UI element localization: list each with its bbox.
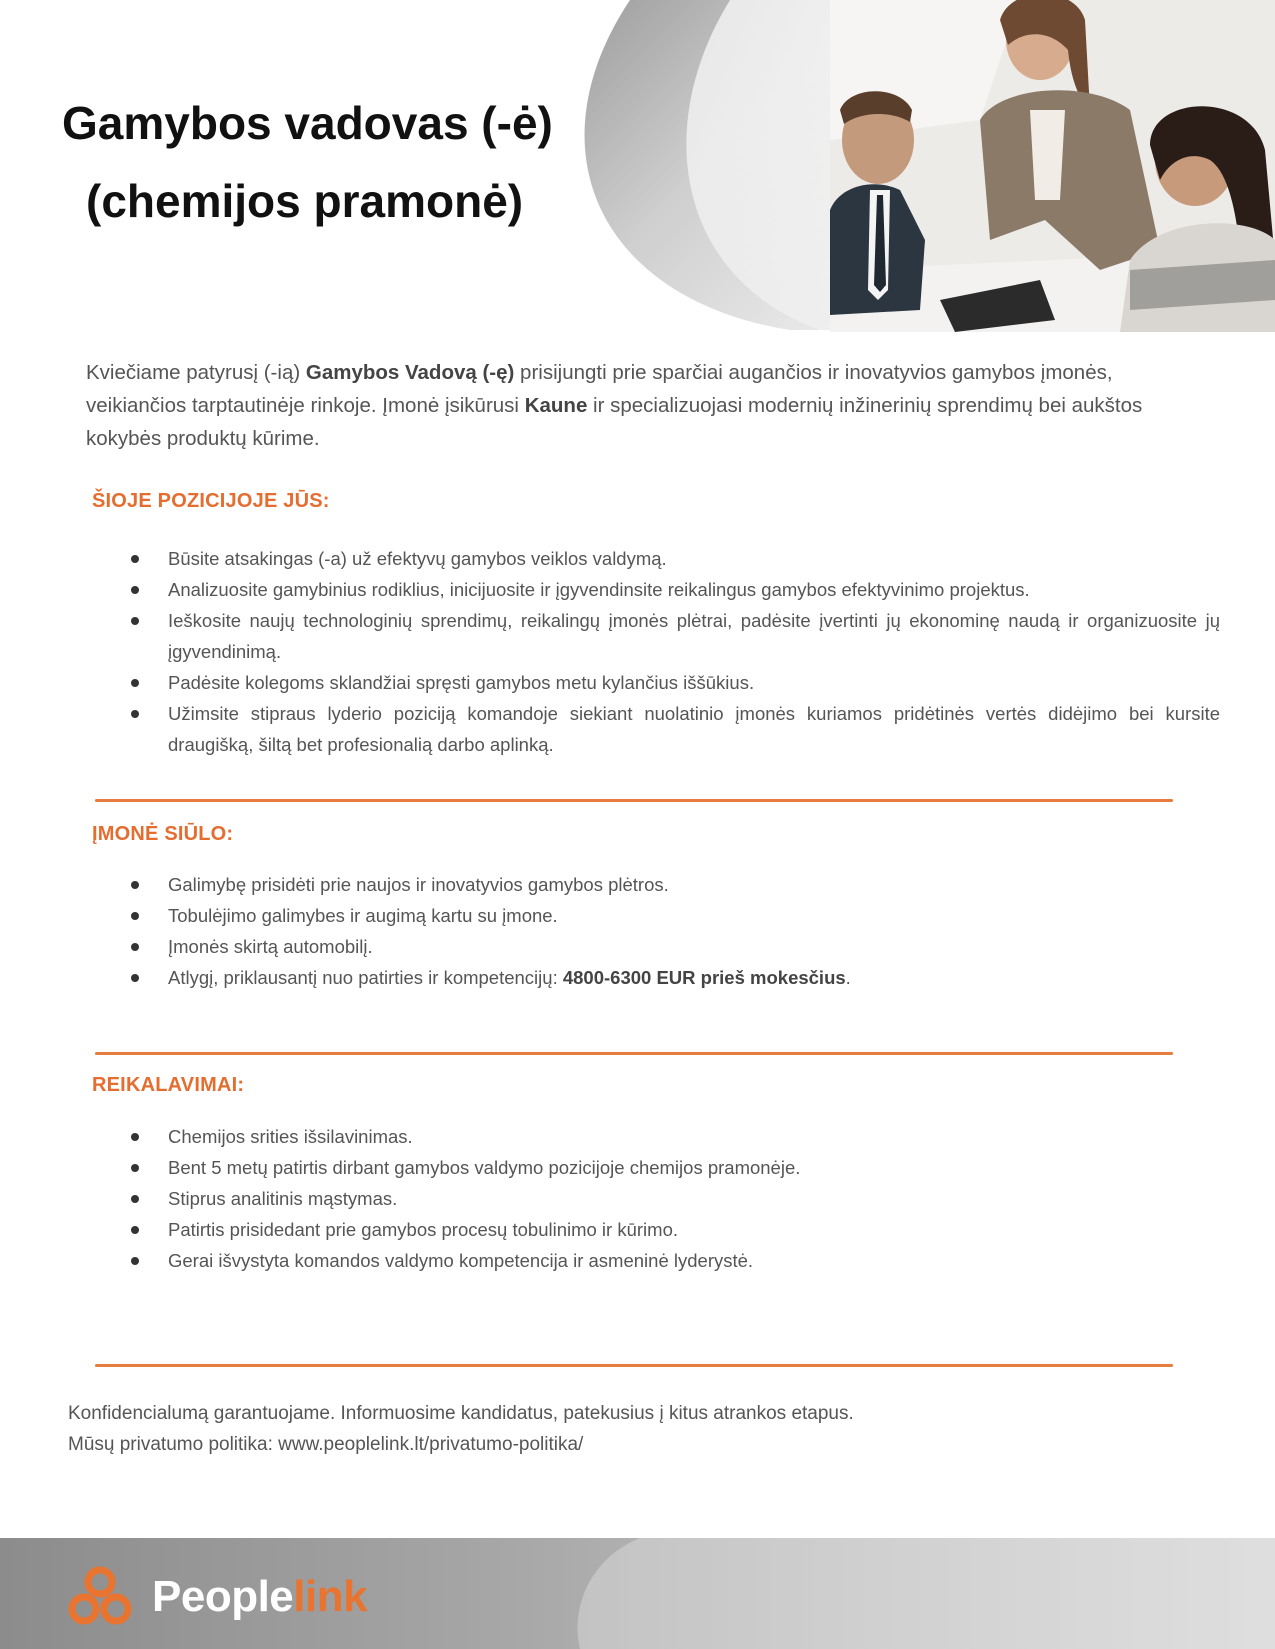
office-team-photo-illustration [830, 0, 1275, 332]
section-title-role: ŠIOJE POZICIJOJE JŪS: [92, 490, 330, 512]
page-title [62, 84, 582, 240]
list-item: Galimybę prisidėti prie naujos ir inovatyvios gamybos plėtros. [130, 869, 1220, 900]
requirements-list [130, 1121, 1220, 1276]
salary-suffix: . [845, 967, 851, 988]
salary-range: 4800-6300 EUR prieš mokesčius [562, 967, 846, 988]
footer-band-curve [560, 1538, 1275, 1649]
list-item: Užimsite stipraus lyderio poziciją komandoje siekiant nuolatinio įmonės kuriamos pridėtinės vertės didėjimo bei kursite draugišką, šiltą bet profesionalią darbo aplinką. [130, 698, 1220, 760]
peoplelink-knot-icon [66, 1565, 134, 1629]
privacy-policy-text: Mūsų privatumo politika: www.peoplelink.lt/privatumo-politika/ [68, 1434, 584, 1455]
title-line-1: Gamybos vadovas (-ė) [62, 97, 553, 149]
logo-text-link: link [293, 1572, 368, 1621]
list-item: Būsite atsakingas (-a) už efektyvų gamybos veiklos valdymą. [130, 543, 1220, 574]
intro-text-1: Kviečiame patyrusį (-ią) [86, 361, 306, 384]
confidentiality-text: Konfidencialumą garantuojame. Informuosime kandidatus, patekusius į kitus atrankos etapus. [68, 1403, 854, 1424]
section-title-requirements: REIKALAVIMAI: [92, 1074, 245, 1096]
intro-bold-position: Gamybos Vadovą (-ę) [305, 361, 515, 384]
role-list [130, 543, 1220, 760]
list-item: Patirtis prisidedant prie gamybos procesų tobulinimo ir kūrimo. [130, 1214, 1220, 1245]
section-title-offer: ĮMONĖ SIŪLO: [92, 823, 234, 845]
list-item: Gerai išvystyta komandos valdymo kompetencija ir asmeninė lyderystė. [130, 1245, 1220, 1276]
header-photo [830, 0, 1275, 332]
intro-bold-city: Kaune [524, 394, 588, 417]
list-item: Tobulėjimo galimybes ir augimą kartu su įmone. [130, 900, 1220, 931]
section-divider [95, 1364, 1173, 1367]
title-line-2: (chemijos pramonė) [86, 175, 524, 227]
list-item: Įmonės skirtą automobilį. [130, 931, 1220, 962]
section-divider [95, 1052, 1173, 1055]
peoplelink-logo [66, 1562, 367, 1632]
salary-prefix: Atlygį, priklausantį nuo patirties ir kompetencijų: [168, 967, 563, 988]
list-item: Bent 5 metų patirtis dirbant gamybos valdymo pozicijoje chemijos pramonėje. [130, 1152, 1220, 1183]
list-item: Analizuosite gamybinius rodiklius, inicijuosite ir įgyvendinsite reikalingus gamybos efektyvinimo projektus. [130, 574, 1220, 605]
list-item: Chemijos srities išsilavinimas. [130, 1121, 1220, 1152]
section-divider [95, 799, 1173, 802]
list-item: Stiprus analitinis mąstymas. [130, 1183, 1220, 1214]
offer-list [130, 869, 1220, 993]
logo-text-people: People [152, 1572, 294, 1621]
list-item-salary [130, 962, 1220, 993]
privacy-note [68, 1398, 1168, 1460]
list-item: Padėsite kolegoms sklandžiai spręsti gamybos metu kylančius iššūkius. [130, 667, 1220, 698]
intro-paragraph [86, 356, 1156, 455]
intro-text-2: prisijungti prie sparčiai augančios ir inovatyvios gamybos įmonės, veikiančios tarptautinėje rinkoje. Įmonė įsikūrusi [86, 361, 1113, 417]
intro-text-3: ir specializuojasi modernių inžinerinių sprendimų bei aukštos kokybės produktų kūrime. [86, 394, 1143, 450]
logo-wordmark [152, 1572, 367, 1622]
list-item: Ieškosite naujų technologinių sprendimų, reikalingų įmonės plėtrai, padėsite įvertinti jų ekonominę naudą ir organizuosite jų įgyvendinimą. [130, 605, 1220, 667]
